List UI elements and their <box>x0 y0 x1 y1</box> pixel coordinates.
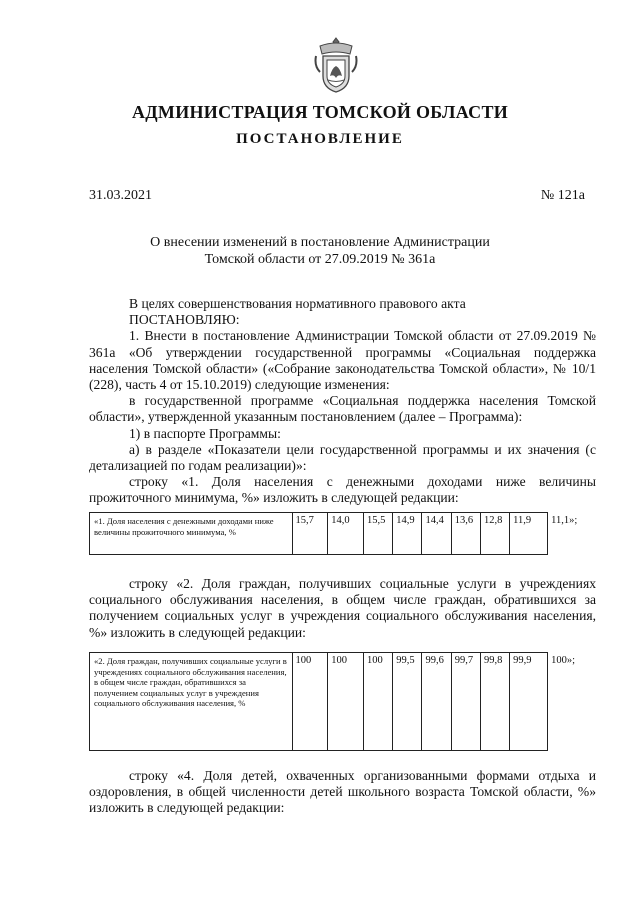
value-cell: 100 <box>292 653 328 751</box>
paragraph-passport: 1) в паспорте Программы: <box>129 425 281 441</box>
paragraph-item-1: 1. Внести в постановление Администрации Томской области от 27.09.2019 № 361а «Об утверждении государственной программы «Социальная поддержка населения Томской области» («Собрание законодательства Томской области», № 10/1 (228), часть 4 от 15.10.2019) следующие изменения: <box>89 328 596 393</box>
value-cell: 11,1»; <box>548 513 598 555</box>
value-cell: 15,5 <box>364 513 393 555</box>
row-label: «1. Доля населения с денежными доходами ниже величины прожиточного минимума, % <box>90 513 293 555</box>
subject-line-2: Томской области от 27.09.2019 № 361а <box>204 252 436 267</box>
paragraph-decree: ПОСТАНОВЛЯЮ: <box>129 312 240 328</box>
paragraph-intro: В целях совершенствования нормативного правового акта <box>129 296 466 311</box>
document-number: № 121а <box>540 188 585 203</box>
values-table-1 <box>89 512 598 555</box>
value-cell: 99,8 <box>480 653 509 751</box>
row-label: «2. Доля граждан, получивших социальные услуги в учреждениях социального обслуживания населения, в общем числе граждан, обратившихся за получением социальных услуг в учреждения социального обслуживания населения, % <box>90 653 293 751</box>
document-type: ПОСТАНОВЛЕНИЕ <box>236 131 404 147</box>
value-cell: 99,9 <box>510 653 548 751</box>
coat-of-arms-emblem <box>314 36 358 94</box>
subject-line-1: О внесении изменений в постановление Администрации <box>150 235 490 250</box>
document-date: 31.03.2021 <box>89 188 152 203</box>
value-cell: 99,6 <box>422 653 451 751</box>
value-cell: 100 <box>364 653 393 751</box>
values-table-2 <box>89 652 598 751</box>
body-block-1 <box>89 296 596 507</box>
value-cell: 100 <box>328 653 364 751</box>
value-cell: 13,6 <box>451 513 480 555</box>
value-cell: 11,9 <box>510 513 548 555</box>
document-subject <box>0 234 640 268</box>
paragraph-row-2: строку «2. Доля граждан, получивших социальные услуги в учреждениях социального обслуживания населения, в общем числе граждан, обратившихся за получением социальных услуг в учреждения социального обслуживания населения, %» изложить в следующей редакции: <box>89 576 596 640</box>
paragraph-section-a: а) в разделе «Показатели цели государственной программы и их значения (с детализацией по годам реализации)»: <box>89 441 596 474</box>
value-cell: 14,4 <box>422 513 451 555</box>
paragraph-program: в государственной программе «Социальная поддержка населения Томской области», утвержденной указанным постановлением (далее – Программа): <box>89 393 596 425</box>
table-row <box>90 513 599 555</box>
value-cell: 15,7 <box>292 513 328 555</box>
value-cell: 12,8 <box>480 513 509 555</box>
value-cell: 99,7 <box>451 653 480 751</box>
body-block-2 <box>89 576 596 641</box>
paragraph-row-1: строку «1. Доля населения с денежными доходами ниже величины прожиточного минимума, %» изложить в следующей редакции: <box>89 474 596 506</box>
table-row <box>90 653 599 751</box>
value-cell: 99,5 <box>393 653 422 751</box>
paragraph-row-4: строку «4. Доля детей, охваченных организованными формами отдыха и оздоровления, в общей численности детей школьного возраста Томской области, %» изложить в следующей редакции: <box>89 768 596 816</box>
organization-title: АДМИНИСТРАЦИЯ ТОМСКОЙ ОБЛАСТИ <box>131 102 509 122</box>
value-cell: 14,9 <box>393 513 422 555</box>
value-cell: 14,0 <box>328 513 364 555</box>
body-block-3 <box>89 768 596 817</box>
value-cell: 100»; <box>548 653 598 751</box>
